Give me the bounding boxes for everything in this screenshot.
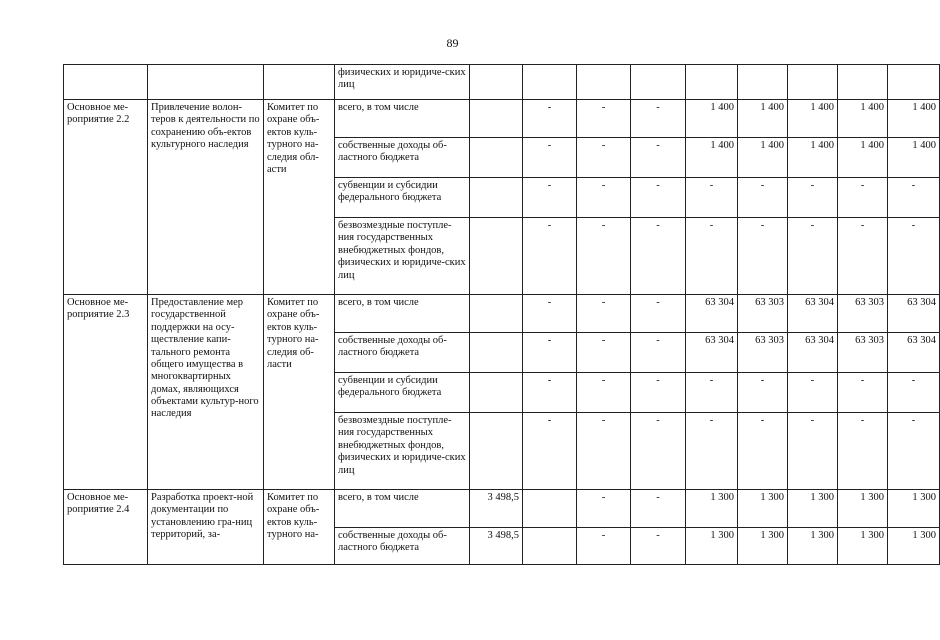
value-cell: - [577, 373, 631, 413]
value-cell: - [686, 413, 738, 490]
value-cell: 1 300 [838, 490, 888, 528]
cell-empty [523, 65, 577, 100]
value-cell: - [888, 178, 940, 218]
value-cell: - [888, 373, 940, 413]
value-cell: 63 303 [838, 295, 888, 333]
value-cell: - [577, 333, 631, 373]
value-cell: 1 300 [738, 528, 788, 565]
value-cell: - [577, 138, 631, 178]
executor-cell: Комитет по охране объ-ектов куль-турного на-следия об-ласти [264, 295, 335, 490]
value-cell: - [577, 295, 631, 333]
value-cell: - [838, 413, 888, 490]
value-cell: 1 400 [888, 138, 940, 178]
value-cell [470, 333, 523, 373]
cell-empty [788, 65, 838, 100]
budget-table [63, 64, 940, 565]
value-cell: - [788, 218, 838, 295]
value-cell: - [577, 178, 631, 218]
value-cell: 63 303 [738, 295, 788, 333]
value-cell: - [523, 413, 577, 490]
funding-source-cell: собственные доходы об-ластного бюджета [335, 528, 470, 565]
executor-cell: Комитет по охране объ-ектов куль-турного на-следия обл-асти [264, 100, 335, 295]
table-row [64, 100, 940, 138]
cell-empty [148, 65, 264, 100]
executor-cell: Комитет по охране объ-ектов куль-турного на- [264, 490, 335, 565]
measure-name-cell: Основное ме-роприятие 2.3 [64, 295, 148, 490]
value-cell: - [631, 295, 686, 333]
value-cell: 1 400 [788, 138, 838, 178]
value-cell: 1 300 [788, 528, 838, 565]
value-cell [470, 413, 523, 490]
measure-description-cell: Привлечение волон-теров к деятельности по сохранению объ-ектов культурного наследия [148, 100, 264, 295]
value-cell: 3 498,5 [470, 490, 523, 528]
funding-source-cell: безвозмездные поступле-ния государственных внебюджетных фондов, физических и юридиче-ских лиц [335, 218, 470, 295]
funding-source-cell: субвенции и субсидии федерального бюджета [335, 373, 470, 413]
cell-empty [64, 65, 148, 100]
measure-name-cell: Основное ме-роприятие 2.2 [64, 100, 148, 295]
funding-source-cell: собственные доходы об-ластного бюджета [335, 333, 470, 373]
value-cell: - [523, 333, 577, 373]
value-cell [470, 218, 523, 295]
value-cell: - [631, 490, 686, 528]
value-cell [470, 178, 523, 218]
value-cell: 1 300 [788, 490, 838, 528]
value-cell: - [631, 218, 686, 295]
value-cell: - [838, 178, 888, 218]
value-cell: 63 303 [738, 333, 788, 373]
measure-description-cell: Предоставление мер государственной поддержки на осу-ществление капи-тального ремонта общего имущества в многоквартирных домах, являющихся объектами культур-ного наследия [148, 295, 264, 490]
value-cell [523, 528, 577, 565]
value-cell: - [738, 218, 788, 295]
value-cell: - [788, 178, 838, 218]
value-cell: 1 300 [738, 490, 788, 528]
value-cell: 63 304 [888, 333, 940, 373]
value-cell: - [788, 373, 838, 413]
value-cell: - [631, 373, 686, 413]
value-cell: 1 400 [738, 138, 788, 178]
cell-empty [470, 65, 523, 100]
value-cell [470, 100, 523, 138]
value-cell: - [631, 528, 686, 565]
value-cell: - [686, 218, 738, 295]
cell-empty [631, 65, 686, 100]
value-cell: 63 304 [788, 333, 838, 373]
value-cell: - [523, 178, 577, 218]
value-cell: 1 400 [686, 100, 738, 138]
value-cell: - [888, 413, 940, 490]
value-cell: 3 498,5 [470, 528, 523, 565]
value-cell: - [686, 373, 738, 413]
funding-source-cell: всего, в том числе [335, 100, 470, 138]
value-cell: - [738, 373, 788, 413]
cell-empty [838, 65, 888, 100]
value-cell: 1 400 [686, 138, 738, 178]
value-cell [470, 138, 523, 178]
value-cell: - [631, 333, 686, 373]
value-cell: 63 304 [686, 295, 738, 333]
value-cell: - [577, 490, 631, 528]
value-cell: 63 303 [838, 333, 888, 373]
funding-source-cell: собственные доходы об-ластного бюджета [335, 138, 470, 178]
measure-name-cell: Основное ме-роприятие 2.4 [64, 490, 148, 565]
page-number: 89 [446, 36, 459, 50]
table-row-continuation [64, 65, 940, 100]
value-cell: - [577, 413, 631, 490]
value-cell: - [788, 413, 838, 490]
value-cell: 63 304 [888, 295, 940, 333]
value-cell: - [631, 100, 686, 138]
value-cell: 1 400 [738, 100, 788, 138]
value-cell: 1 300 [888, 490, 940, 528]
value-cell: - [523, 100, 577, 138]
value-cell: - [631, 178, 686, 218]
value-cell: - [523, 373, 577, 413]
value-cell: 1 300 [686, 528, 738, 565]
funding-source-cell: всего, в том числе [335, 490, 470, 528]
value-cell: 1 400 [838, 138, 888, 178]
value-cell: - [838, 373, 888, 413]
value-cell: - [686, 178, 738, 218]
cell-empty [577, 65, 631, 100]
value-cell: 1 300 [838, 528, 888, 565]
funding-source-cell: всего, в том числе [335, 295, 470, 333]
table-row [64, 490, 940, 528]
value-cell: - [523, 295, 577, 333]
value-cell [470, 373, 523, 413]
value-cell [523, 490, 577, 528]
value-cell: - [738, 178, 788, 218]
value-cell: - [631, 413, 686, 490]
value-cell: 1 400 [888, 100, 940, 138]
value-cell: 1 300 [888, 528, 940, 565]
funding-source-cell: физических и юридиче-ских лиц [335, 65, 470, 100]
value-cell: - [523, 218, 577, 295]
cell-empty [738, 65, 788, 100]
measure-description-cell: Разработка проект-ной документации по установлению гра-ниц территорий, за- [148, 490, 264, 565]
value-cell: - [577, 528, 631, 565]
table-row [64, 295, 940, 333]
funding-source-cell: субвенции и субсидии федерального бюджета [335, 178, 470, 218]
value-cell: 63 304 [788, 295, 838, 333]
value-cell: 63 304 [686, 333, 738, 373]
value-cell: 1 300 [686, 490, 738, 528]
cell-empty [888, 65, 940, 100]
value-cell: - [523, 138, 577, 178]
value-cell: - [577, 218, 631, 295]
value-cell: 1 400 [788, 100, 838, 138]
value-cell: - [631, 138, 686, 178]
funding-source-cell: безвозмездные поступле-ния государственных внебюджетных фондов, физических и юридиче-ских лиц [335, 413, 470, 490]
value-cell: - [577, 100, 631, 138]
value-cell: 1 400 [838, 100, 888, 138]
value-cell: - [888, 218, 940, 295]
cell-empty [264, 65, 335, 100]
value-cell: - [838, 218, 888, 295]
value-cell: - [738, 413, 788, 490]
cell-empty [686, 65, 738, 100]
value-cell [470, 295, 523, 333]
